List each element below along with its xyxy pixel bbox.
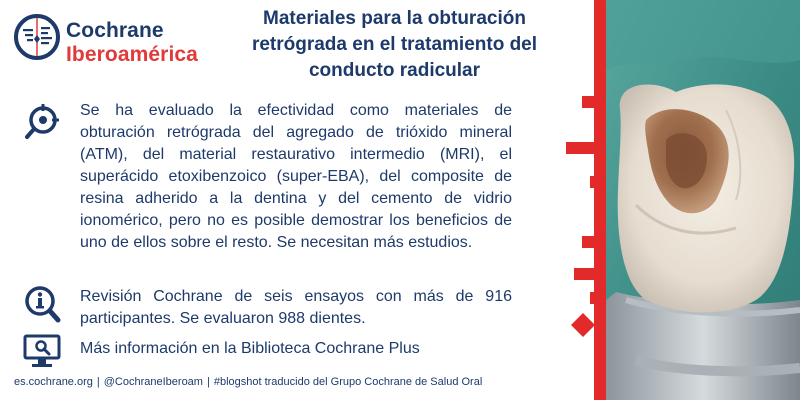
red-dash	[590, 176, 606, 188]
footer-twitter-handle[interactable]: @CochraneIberoam	[103, 376, 203, 388]
more-info-link[interactable]: Más información en la Biblioteca Cochrane Plus	[80, 340, 420, 357]
footer-separator: |	[96, 376, 100, 388]
computer-monitor-icon	[22, 332, 62, 372]
logo-text-iberoamerica: Iberoamérica	[66, 43, 198, 66]
footer-separator: |	[206, 376, 210, 388]
tooth-photo-illustration	[606, 0, 800, 400]
title-line-2: retrógrada en el tratamiento del	[251, 34, 538, 55]
red-dash	[582, 236, 606, 248]
red-stripe	[594, 0, 606, 400]
footer-blogshot-tag: #blogshot traducido del Grupo Cochrane de Salud Oral	[213, 376, 483, 388]
target-icon	[22, 102, 62, 142]
cochrane-logo-icon	[14, 14, 60, 60]
cochrane-iberoamerica-logo	[12, 10, 212, 70]
red-dash	[590, 292, 606, 304]
footer	[14, 376, 482, 388]
tooth-photo	[606, 0, 800, 400]
summary-paragraph: Se ha evaluado la efectividad como materiales de obturación retrógrada del agregado de trióxido mineral (ATM), del material restaurativo intermedio (MRI), el superácido etoxibenzoico (super-EBA), del composite de resina adherido a la dentina y del cemento de vidrio ionomérico, pero no es posible demostrar los beneficios de uno de ellos sobre el resto. Se necesitan más estudios.	[80, 102, 512, 251]
title-line-1: Materiales para la obturación	[263, 8, 526, 29]
logo-text-cochrane: Cochrane	[66, 19, 164, 42]
footer-site-link[interactable]: es.cochrane.org	[14, 376, 93, 388]
red-diamond-icon	[570, 312, 596, 338]
title-line-3: conducto radicular	[308, 60, 481, 81]
red-dash	[566, 142, 606, 154]
red-dash	[582, 96, 606, 108]
red-dash	[574, 268, 606, 280]
info-magnifier-icon	[22, 284, 62, 324]
review-details-paragraph: Revisión Cochrane de seis ensayos con más de 916 participantes. Se evaluaron 988 dientes.	[80, 288, 512, 327]
page-title	[222, 6, 567, 84]
